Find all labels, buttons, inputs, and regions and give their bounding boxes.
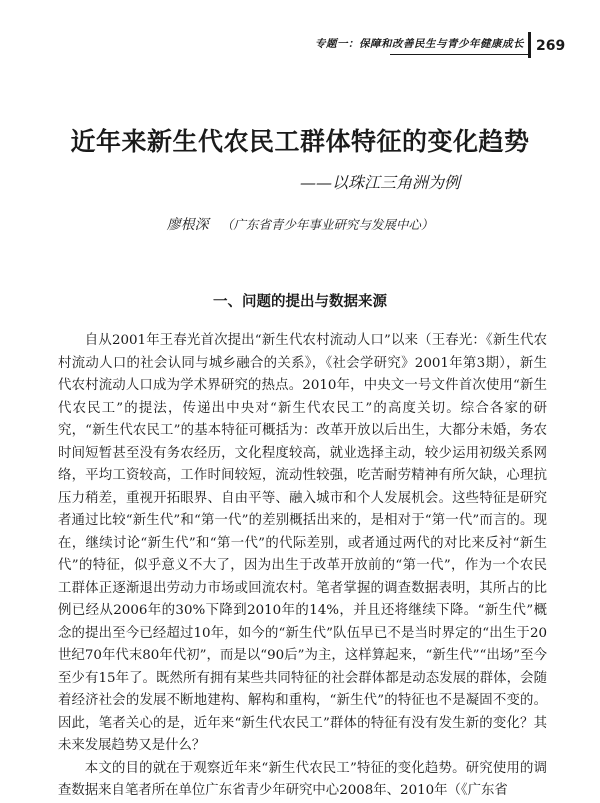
body-text xyxy=(58,330,547,803)
article-subtitle: ——以珠江三角洲为例 xyxy=(300,173,461,192)
page-number: 269 xyxy=(536,38,566,54)
paragraph-2: 本文的目的就在于观察近年来“新生代农民工”特征的变化趋势。研究使用的调查数据来自笔者所在单位广东省青少年研究中心2008年、2010年（《广东省 xyxy=(58,760,547,798)
header-rule xyxy=(390,54,528,55)
header-bar xyxy=(528,32,531,58)
running-header xyxy=(0,34,600,58)
author-name: 廖根深 xyxy=(166,217,209,233)
author-line xyxy=(0,214,600,234)
section-heading: 一、问题的提出与数据来源 xyxy=(213,294,387,310)
author-affiliation: （广东省青少年事业研究与发展中心） xyxy=(220,217,434,232)
article-title: 近年来新生代农民工群体特征的变化趋势 xyxy=(70,127,530,156)
paragraph-1: 自从2001年王春光首次提出“新生代农村流动人口”以来（王春光：《新生代农村流动人口的社会认同与城乡融合的关系》，《社会学研究》2001年第3期），新生代农村流动人口成为学术界研究的热点。2010年，中央文一号文件首次使用“新生代农民工”的提法，传递出中央对“新生代农民工”的高度关切。综合各家的研究，“新生代农民工”的基本特征可概括为：改革开放以后出生，大都分未婚，务农时间短暂甚至没有务农经历，文化程度较高，就业选择主动，较少运用初级关系网络，平均工资较高，工作时间较短，流动性较强，吃苦耐劳精神有所欠缺，心理抗压力稍差，重视开拓眼界、自由平等、融入城市和个人发展机会。这些特征是研究者通过比较“新生代”和“第一代”的差别概括出来的，是相对于“第一代”而言的。现在，继续讨论“新生代”和“第一代”的代际差别，或者通过两代的对比来反衬“新生代”的特征，似乎意义不大了，因为出生于改革开放前的“第一代”，作为一个农民工群体正逐渐退出劳动力市场或回流农村。笔者掌握的调查数据表明，其所占的比例已经从2006年的30%下降到2010年的14%，并且还将继续下降。“新生代”概念的提出至今已经超过10年，如今的“新生代”队伍早已不是当时界定的“出生于20世纪70年代末80年代初”，而是以“90后”为主，这样算起来，“新生代”“出场”至今至少有15年了。既然所有拥有某些共同特征的社会群体都是动态发展的群体，会随着经济社会的发展不断地建构、解构和重构，“新生代”的特征也不是凝固不变的。因此，笔者关心的是，近年来“新生代农民工”群体的特征有没有发生新的变化？其未来发展趋势又是什么？ xyxy=(58,333,547,753)
running-title: 专题一：保障和改善民生与青少年健康成长 xyxy=(315,38,524,50)
